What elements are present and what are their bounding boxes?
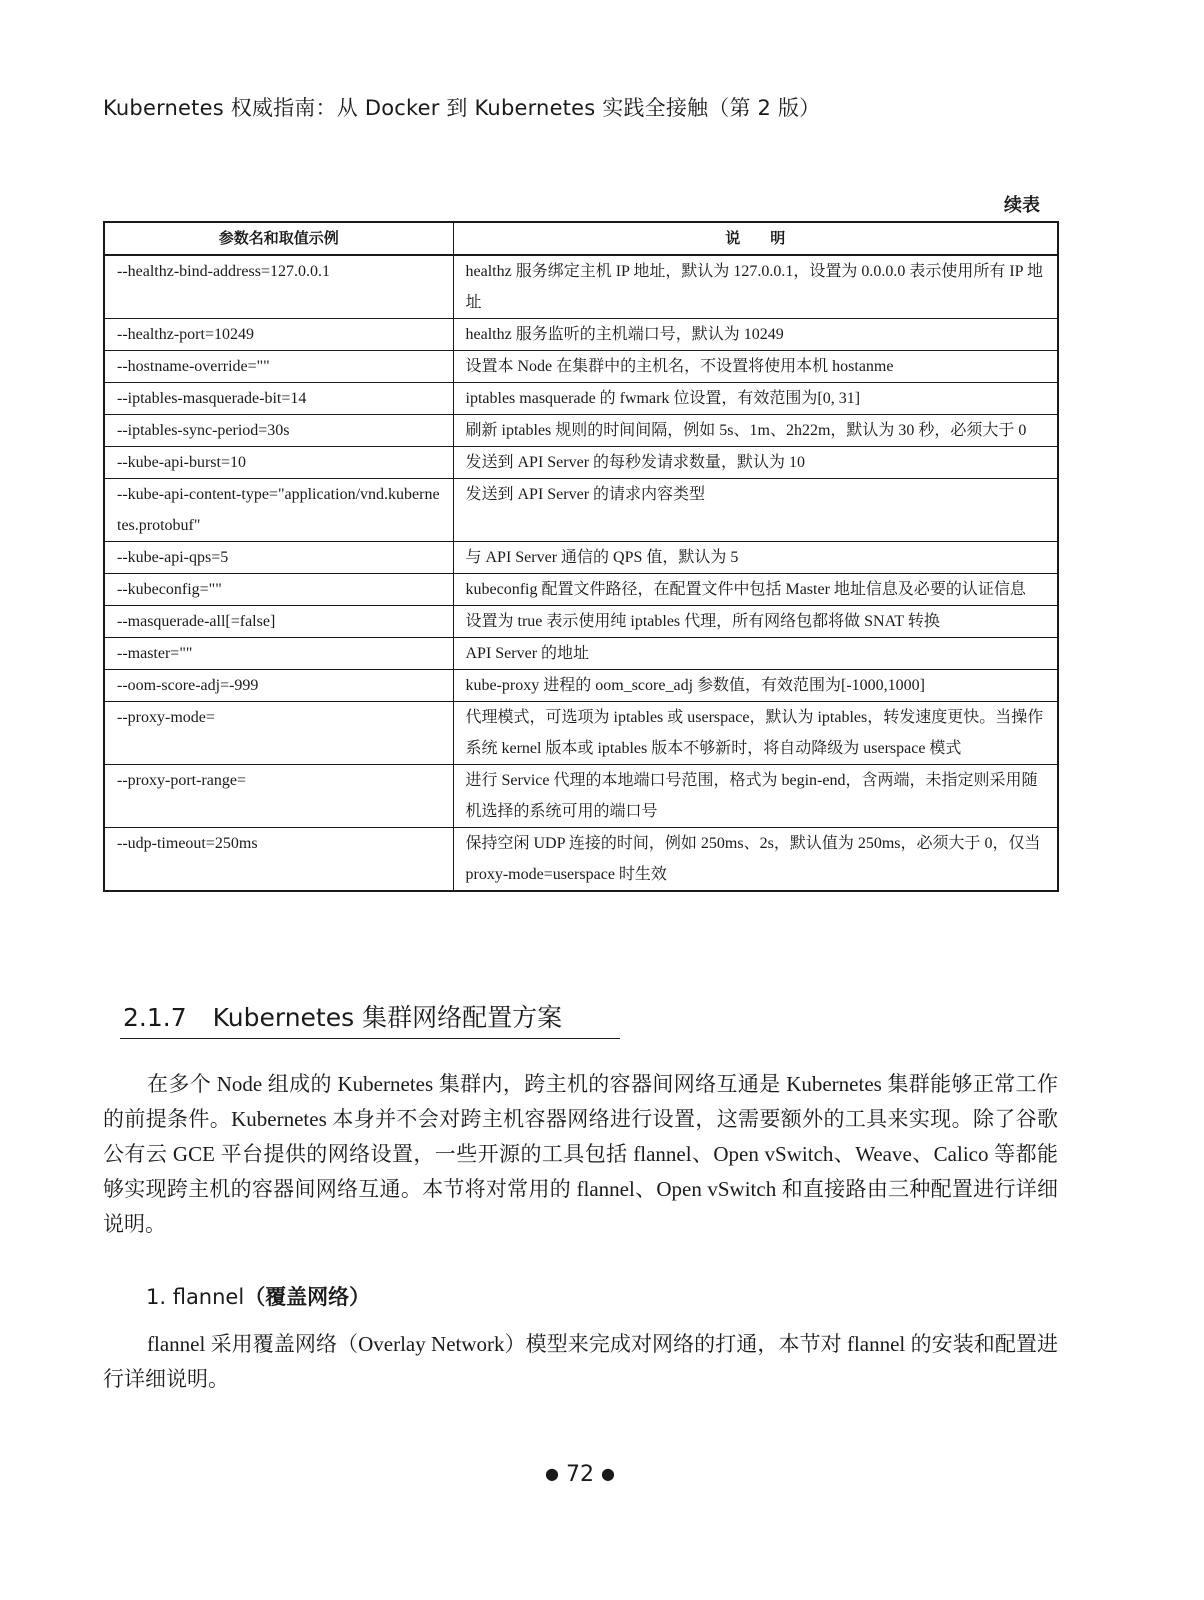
table-header-row (104, 222, 1058, 255)
table-row (104, 383, 1058, 415)
parameter-description-cell: 刷新 iptables 规则的时间间隔，例如 5s、1m、2h22m，默认为 30 秒，必须大于 0 (453, 415, 1058, 447)
running-header: Kubernetes 权威指南：从 Docker 到 Kubernetes 实践全接触（第 2 版） (103, 96, 821, 120)
parameter-name-cell: --iptables-sync-period=30s (104, 415, 453, 447)
section-heading-underline (120, 1038, 620, 1039)
column-header-description: 说 明 (453, 222, 1058, 255)
table-row (104, 319, 1058, 351)
table-row (104, 702, 1058, 765)
parameter-description-cell: healthz 服务监听的主机端口号，默认为 10249 (453, 319, 1058, 351)
parameter-description-cell: kubeconfig 配置文件路径，在配置文件中包括 Master 地址信息及必要的认证信息 (453, 574, 1058, 606)
section-paragraph: 在多个 Node 组成的 Kubernetes 集群内，跨主机的容器间网络互通是 Kubernetes 集群能够正常工作的前提条件。Kubernetes 本身并不会对跨主机容器网络进行设置，这需要额外的工具来实现。除了谷歌公有云 GCE 平台提供的网络设置，一些开源的工具包括 flannel、Open vSwitch、Weave、Calico 等都能够实现跨主机的容器间网络互通。本节将对常用的 flannel、Open vSwitch 和直接路由三种配置进行详细说明。 (103, 1072, 1058, 1236)
column-header-parameter: 参数名和取值示例 (104, 222, 453, 255)
table-body (104, 255, 1058, 891)
table-continued-label: 续表 (1004, 195, 1040, 216)
parameter-description-cell: API Server 的地址 (453, 638, 1058, 670)
table-row (104, 606, 1058, 638)
parameter-name-cell: --proxy-port-range= (104, 765, 453, 828)
table-row (104, 765, 1058, 828)
parameter-description-cell: 代理模式，可选项为 iptables 或 userspace，默认为 iptables，转发速度更快。当操作系统 kernel 版本或 iptables 版本不够新时，将自动降级为 userspace 模式 (453, 702, 1058, 765)
parameter-name-cell: --oom-score-adj=-999 (104, 670, 453, 702)
bullet-icon: ● (601, 1464, 615, 1483)
table-row (104, 479, 1058, 542)
parameter-name-cell: --healthz-port=10249 (104, 319, 453, 351)
subsection-paragraph: flannel 采用覆盖网络（Overlay Network）模型来完成对网络的打通，本节对 flannel 的安装和配置进行详细说明。 (103, 1332, 1058, 1391)
parameter-description-cell: healthz 服务绑定主机 IP 地址，默认为 127.0.0.1，设置为 0.0.0.0 表示使用所有 IP 地址 (453, 255, 1058, 319)
table-row (104, 415, 1058, 447)
page-footer (0, 1462, 1160, 1487)
parameter-name-cell: --kube-api-qps=5 (104, 542, 453, 574)
table-row (104, 670, 1058, 702)
bullet-icon: ● (545, 1464, 559, 1483)
parameter-table (103, 221, 1059, 892)
subsection-heading (146, 1281, 370, 1311)
parameter-description-cell: kube-proxy 进程的 oom_score_adj 参数值，有效范围为[-1000,1000] (453, 670, 1058, 702)
parameter-name-cell: --kubeconfig="" (104, 574, 453, 606)
parameter-name-cell: --kube-api-burst=10 (104, 447, 453, 479)
parameter-name-cell: --healthz-bind-address=127.0.0.1 (104, 255, 453, 319)
parameter-name-cell: --udp-timeout=250ms (104, 828, 453, 892)
table-row (104, 255, 1058, 319)
table-row (104, 638, 1058, 670)
parameter-description-cell: 发送到 API Server 的请求内容类型 (453, 479, 1058, 542)
table-row (104, 447, 1058, 479)
table-row (104, 542, 1058, 574)
section-title: Kubernetes 集群网络配置方案 (212, 1003, 563, 1032)
parameter-name-cell: --iptables-masquerade-bit=14 (104, 383, 453, 415)
subsection-title: （覆盖网络） (244, 1285, 371, 1309)
parameter-description-cell: 设置本 Node 在集群中的主机名，不设置将使用本机 hostanme (453, 351, 1058, 383)
parameter-description-cell: 与 API Server 通信的 QPS 值，默认为 5 (453, 542, 1058, 574)
parameter-description-cell: 发送到 API Server 的每秒发请求数量，默认为 10 (453, 447, 1058, 479)
parameter-name-cell: --kube-api-content-type="application/vnd.kubernetes.protobuf" (104, 479, 453, 542)
parameter-name-cell: --master="" (104, 638, 453, 670)
page-number: 72 (566, 1462, 594, 1487)
table-row (104, 351, 1058, 383)
subsection-label: 1. flannel (146, 1285, 245, 1309)
parameter-name-cell: --hostname-override="" (104, 351, 453, 383)
section-heading (123, 998, 562, 1034)
parameter-description-cell: 设置为 true 表示使用纯 iptables 代理，所有网络包都将做 SNAT 转换 (453, 606, 1058, 638)
parameter-description-cell: 保持空闲 UDP 连接的时间，例如 250ms、2s，默认值为 250ms，必须大于 0，仅当 proxy-mode=userspace 时生效 (453, 828, 1058, 892)
parameter-description-cell: iptables masquerade 的 fwmark 位设置，有效范围为[0, 31] (453, 383, 1058, 415)
parameter-description-cell: 进行 Service 代理的本地端口号范围，格式为 begin-end，含两端，未指定则采用随机选择的系统可用的端口号 (453, 765, 1058, 828)
parameter-name-cell: --masquerade-all[=false] (104, 606, 453, 638)
table-row (104, 574, 1058, 606)
section-number: 2.1.7 (123, 1003, 187, 1032)
parameter-name-cell: --proxy-mode= (104, 702, 453, 765)
table-row (104, 828, 1058, 892)
